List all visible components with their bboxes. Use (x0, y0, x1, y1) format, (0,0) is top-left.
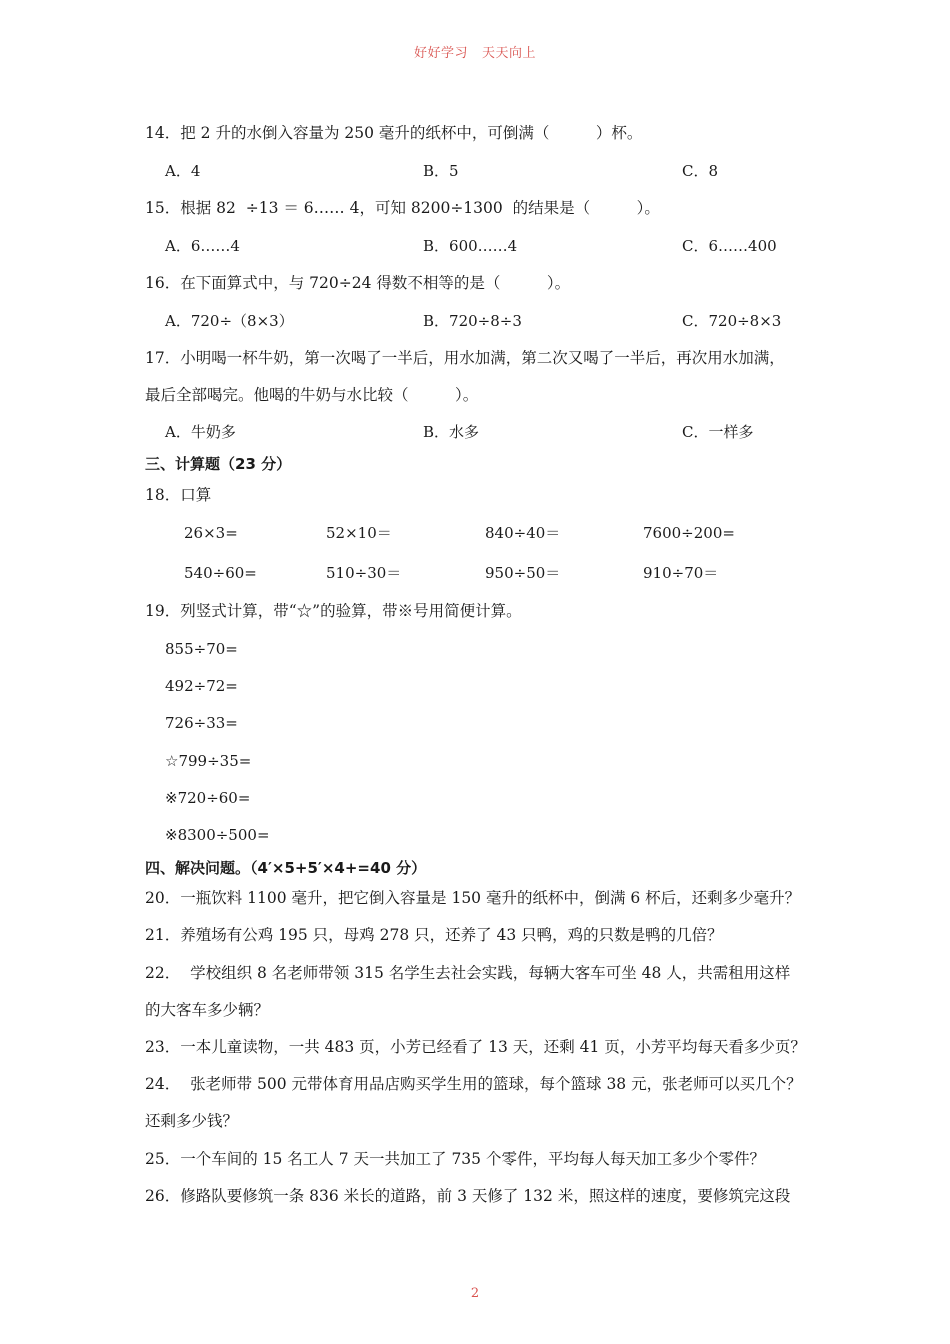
vertical-calc-item: ☆799÷35= (165, 752, 252, 770)
question-22-line-1: 22． 学校组织 8 名老师带领 315 名学生去社会实践，每辆大客车可坐 48 人，共需租用这样 (145, 964, 791, 982)
section-4-title: 四、解决问题。（4′×5+5′×4+=40 分） (145, 859, 427, 877)
q14-option-c: C．8 (682, 162, 719, 180)
question-17-line-2: 最后全部喝完。他喝的牛奶与水比较（ ）。 (145, 386, 479, 404)
question-23: 23．一本儿童读物，一共 483 页，小芳已经看了 13 天，还剩 41 页，小芳平均每天看多少页？ (145, 1038, 806, 1056)
q14-option-a: A．4 (165, 162, 201, 180)
oral-calc-item: 540÷60= (184, 564, 257, 582)
oral-calc-item: 910÷70＝ (643, 564, 719, 582)
oral-calc-item: 7600÷200= (643, 524, 735, 542)
question-26: 26．修路队要修筑一条 836 米长的道路，前 3 天修了 132 米，照这样的速度，要修筑完这段 (145, 1187, 791, 1205)
section-3-title: 三、计算题（23 分） (145, 455, 292, 473)
question-24-line-2: 还剩多少钱？ (145, 1112, 239, 1130)
vertical-calc-item: 726÷33= (165, 714, 238, 732)
question-19: 19．列竖式计算，带“☆”的验算，带※号用简便计算。 (145, 602, 522, 620)
q17-option-c: C．一样多 (682, 423, 754, 441)
vertical-calc-item: ※720÷60= (165, 789, 251, 807)
q17-option-b: B．水多 (423, 423, 480, 441)
q16-option-b: B．720÷8÷3 (423, 312, 522, 330)
oral-calc-item: 26×3= (184, 524, 238, 542)
question-20: 20．一瓶饮料 1100 毫升，把它倒入容量是 150 毫升的纸杯中，倒满 6 杯后，还剩多少毫升？ (145, 889, 801, 907)
oral-calc-item: 950÷50＝ (485, 564, 561, 582)
page-header: 好好学习 天天向上 (414, 46, 536, 61)
question-21: 21．养殖场有公鸡 195 只，母鸡 278 只，还养了 43 只鸭，鸡的只数是鸭的几倍？ (145, 926, 723, 944)
question-24-line-1: 24． 张老师带 500 元带体育用品店购买学生用的篮球，每个篮球 38 元，张老师可以买几个？ (145, 1075, 802, 1093)
vertical-calc-item: ※8300÷500= (165, 826, 270, 844)
question-17-line-1: 17．小明喝一杯牛奶，第一次喝了一半后，用水加满，第二次又喝了一半后，再次用水加满， (145, 349, 785, 367)
question-18: 18．口算 (145, 486, 212, 504)
oral-calc-item: 510÷30＝ (326, 564, 402, 582)
question-15: 15．根据 82 ÷13 ＝ 6…… 4，可知 8200÷1300 的结果是（ ）。 (145, 199, 660, 217)
oral-calc-item: 52×10＝ (326, 524, 392, 542)
q16-option-a: A．720÷（8×3） (165, 312, 294, 330)
vertical-calc-item: 855÷70= (165, 640, 238, 658)
question-25: 25．一个车间的 15 名工人 7 天一共加工了 735 个零件，平均每人每天加工多少个零件？ (145, 1150, 765, 1168)
q15-option-c: C．6……400 (682, 237, 777, 255)
question-14: 14．把 2 升的水倒入容量为 250 毫升的纸杯中，可倒满（ ）杯。 (145, 124, 643, 142)
q17-option-a: A．牛奶多 (165, 423, 236, 441)
q14-option-b: B．5 (423, 162, 459, 180)
page-number: 2 (470, 1286, 480, 1301)
q15-option-a: A．6……4 (165, 237, 240, 255)
oral-calc-item: 840÷40＝ (485, 524, 561, 542)
vertical-calc-item: 492÷72= (165, 677, 238, 695)
question-16: 16．在下面算式中，与 720÷24 得数不相等的是（ ）。 (145, 274, 571, 292)
question-22-line-2: 的大客车多少辆？ (145, 1001, 270, 1019)
q15-option-b: B．600……4 (423, 237, 518, 255)
q16-option-c: C．720÷8×3 (682, 312, 782, 330)
